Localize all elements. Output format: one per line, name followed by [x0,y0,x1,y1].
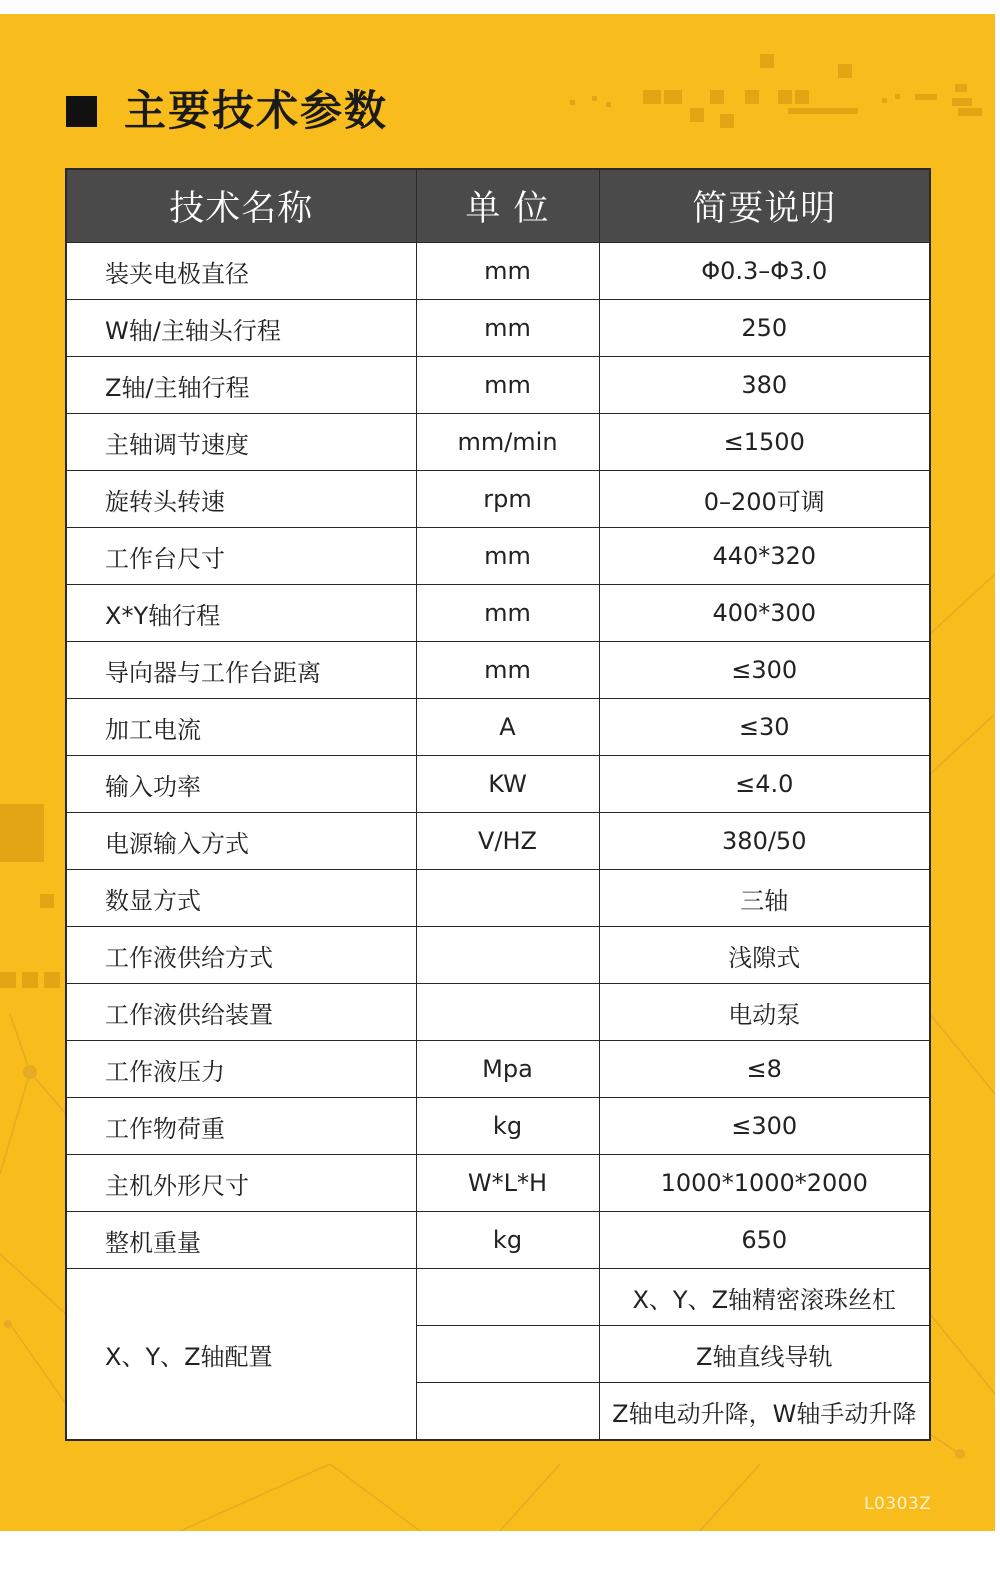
param-name: 主轴调节速度 [66,414,416,471]
param-name: 数显方式 [66,870,416,927]
table-row [66,300,930,357]
param-unit: mm [416,300,599,357]
param-desc: Φ0.3–Φ3.0 [599,243,930,300]
param-name: 导向器与工作台距离 [66,642,416,699]
param-unit: W*L*H [416,1155,599,1212]
product-code: L0303Z [864,1494,932,1514]
param-name: 旋转头转速 [66,471,416,528]
param-name: 输入功率 [66,756,416,813]
poster-panel [0,14,995,1531]
config-item: X、Y、Z轴精密滚珠丝杠 [599,1269,930,1326]
param-name: 装夹电极直径 [66,243,416,300]
param-name: 加工电流 [66,699,416,756]
table-row [66,471,930,528]
param-desc: ≤8 [599,1041,930,1098]
config-unit-empty [416,1326,599,1383]
param-name: W轴/主轴头行程 [66,300,416,357]
param-name: 整机重量 [66,1212,416,1269]
table-row [66,927,930,984]
param-unit: A [416,699,599,756]
table-row [66,699,930,756]
header-row [66,169,930,243]
table-row [66,756,930,813]
param-unit: mm [416,528,599,585]
table-row [66,813,930,870]
table-row [66,1212,930,1269]
param-name: X*Y轴行程 [66,585,416,642]
table-row [66,585,930,642]
param-desc: 400*300 [599,585,930,642]
param-unit: Mpa [416,1041,599,1098]
param-desc: ≤300 [599,1098,930,1155]
param-unit: mm [416,243,599,300]
param-unit [416,870,599,927]
table-row [66,243,930,300]
table-row [66,642,930,699]
table-row [66,984,930,1041]
config-item: Z轴直线导轨 [599,1326,930,1383]
param-unit: rpm [416,471,599,528]
param-desc: 浅隙式 [599,927,930,984]
param-desc: ≤1500 [599,414,930,471]
column-header-desc: 简要说明 [599,169,930,243]
spec-table [65,168,931,1441]
config-item: Z轴电动升降，W轴手动升降 [599,1383,930,1441]
table-row [66,357,930,414]
param-unit: kg [416,1098,599,1155]
param-name: 工作台尺寸 [66,528,416,585]
param-name: 工作物荷重 [66,1098,416,1155]
param-desc: 1000*1000*2000 [599,1155,930,1212]
column-header-unit: 单 位 [416,169,599,243]
param-name: Z轴/主轴行程 [66,357,416,414]
param-unit: mm [416,642,599,699]
param-unit: V/HZ [416,813,599,870]
param-unit: mm/min [416,414,599,471]
table-row [66,870,930,927]
param-desc: ≤4.0 [599,756,930,813]
param-desc: 650 [599,1212,930,1269]
param-name: 主机外形尺寸 [66,1155,416,1212]
title-square-icon [66,96,97,127]
table-row [66,1155,930,1212]
param-desc: 三轴 [599,870,930,927]
page-title: 主要技术参数 [124,86,389,135]
table-row [66,528,930,585]
param-desc: ≤30 [599,699,930,756]
config-unit-empty [416,1383,599,1441]
config-name: X、Y、Z轴配置 [66,1269,416,1441]
param-name: 工作液供给方式 [66,927,416,984]
param-unit: kg [416,1212,599,1269]
param-unit [416,984,599,1041]
param-desc: 0–200可调 [599,471,930,528]
param-desc: 250 [599,300,930,357]
config-unit-empty [416,1269,599,1326]
param-desc: 380 [599,357,930,414]
param-unit: mm [416,585,599,642]
table-row [66,1041,930,1098]
param-unit: KW [416,756,599,813]
param-name: 电源输入方式 [66,813,416,870]
param-desc: 440*320 [599,528,930,585]
param-name: 工作液供给装置 [66,984,416,1041]
param-unit: mm [416,357,599,414]
column-header-name: 技术名称 [66,169,416,243]
param-desc: 380/50 [599,813,930,870]
table-row [66,414,930,471]
param-name: 工作液压力 [66,1041,416,1098]
table-row [66,1098,930,1155]
param-unit [416,927,599,984]
param-desc: 电动泵 [599,984,930,1041]
param-desc: ≤300 [599,642,930,699]
table-row-config [66,1269,930,1326]
